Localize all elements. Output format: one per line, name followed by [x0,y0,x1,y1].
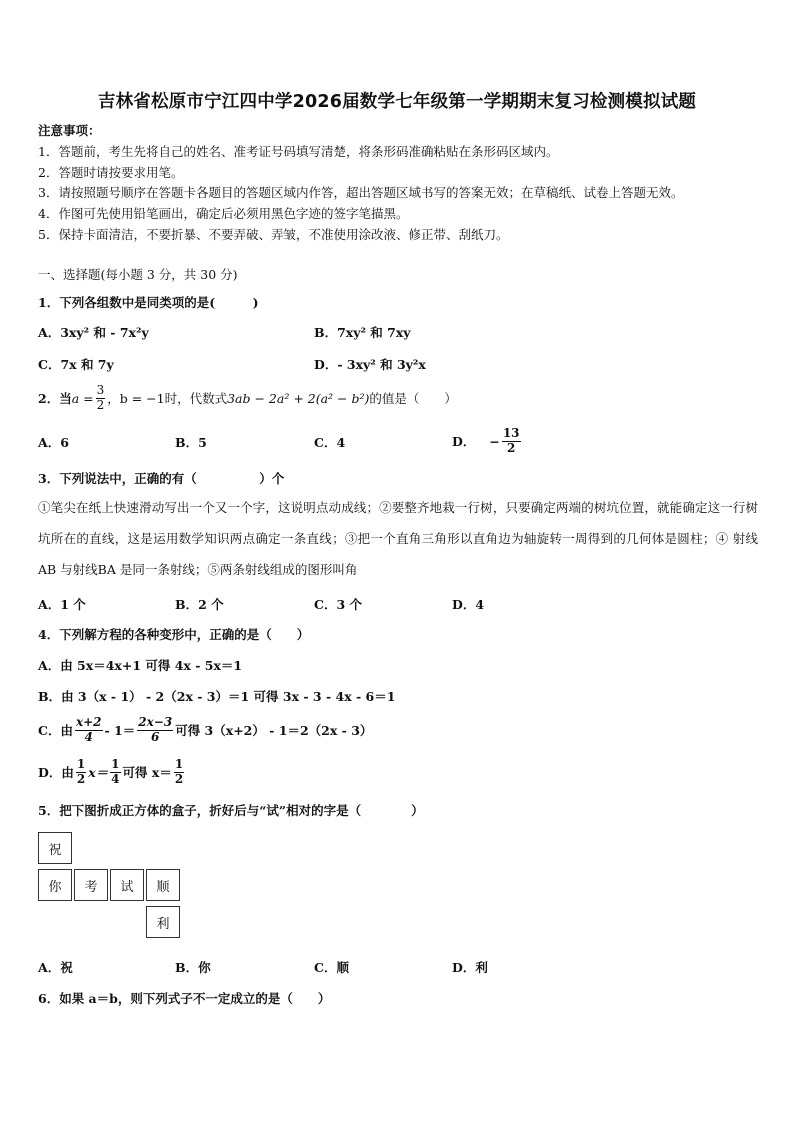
question-4-option-a: A．由 5x＝4x+1 可得 4x - 5x＝1 [38,658,243,673]
fraction-denominator: 2 [96,397,105,412]
fraction-numerator: 3 [96,383,105,398]
notice-item-4: 4．作图可先使用铅笔画出，确定后必须用黑色字迹的签字笔描黑。 [38,206,409,221]
fraction-denominator: 2 [507,440,516,455]
fraction-2 [137,716,173,743]
question-4-option-d [38,752,186,792]
notice-item-2: 2．答题时请按要求用笔。 [38,165,184,180]
fraction-3 [174,758,184,785]
question-3-body: ①笔尖在纸上快速滑动写出一个又一个字，这说明点动成线；②要整齐地栽一行树，只要确定两端的树坑位置，就能确定这一行树坑所在的直线，这是运用数学知识两点确定一条直线；③把一个直角三角形以直角边为轴旋转一周得到的几何体是圆柱；④ 射线 AB 与射线BA 是同一条射线；⑤两条射线组成的图形叫角 [38,500,758,577]
question-2-d-fraction [502,427,521,454]
question-6-stem: 6．如果 a＝b，则下列式子不一定成立的是（ ） [38,991,331,1006]
question-2-b-part: ，b = −1时，代数式 [107,391,228,406]
notice-heading: 注意事项： [38,123,101,138]
net-cell-li: 利 [146,906,180,938]
section-heading: 一、选择题(每小题 3 分，共 30 分) [38,267,238,282]
option-middle: - 1＝ [104,723,136,738]
option-middle-2: 可得 x＝ [122,765,172,780]
question-3-option-a: A．1 个 [38,597,86,612]
page-title: 吉林省松原市宁江四中学2026届数学七年级第一学期期末复习检测模拟试题 [97,92,697,112]
option-middle-1: x＝ [88,765,109,780]
question-1-option-a: A．3xy² 和 - 7x²y [38,325,149,340]
notice-item-5: 5．保持卡面清洁，不要折暴、不要弄破、弄皱，不准使用涂改液、修正带、刮纸刀。 [38,227,509,242]
question-1-option-d: D．- 3xy² 和 3y²x [314,357,426,372]
fraction-numerator: 13 [502,426,520,441]
question-5-option-d: D．利 [452,960,488,975]
question-4-stem: 4．下列解方程的各种变形中，正确的是（ ） [38,627,310,642]
question-2-suffix: 的值是（ ） [369,391,457,406]
fraction-numerator: 1 [111,757,120,772]
question-5-option-c: C．顺 [314,960,349,975]
fraction-numerator: 1 [76,757,86,772]
option-prefix: C．由 [38,723,73,738]
question-2-expression: 3ab − 2a² + 2(a² − b²) [227,390,370,406]
question-3-option-c: C．3 个 [314,597,362,612]
option-prefix: D．由 [38,765,74,780]
question-3-option-d: D．4 [452,597,485,612]
question-1-option-b: B．7xy² 和 7xy [314,325,411,340]
question-2-option-b: B．5 [175,435,207,450]
fraction-denominator: 6 [151,729,160,744]
question-5-option-b: B．你 [175,960,211,975]
question-4-option-b: B．由 3（x - 1） - 2（2x - 3）＝1 可得 3x - 3 - 4x - 6＝1 [38,689,396,704]
question-2-stem [38,381,457,415]
notice-item-1: 1．答题前，考生先将自己的姓名、准考证号码填写清楚，将条形码准确粘贴在条形码区域内。 [38,144,559,159]
option-label: D． [452,434,476,449]
question-1-stem: 1．下列各组数中是同类项的是( ) [38,295,259,310]
question-5-option-a: A．祝 [38,960,73,975]
net-cell-zhu: 祝 [38,832,72,864]
cube-net-diagram [38,832,188,938]
question-2-a-var: a = [71,390,94,406]
question-2-a-fraction [96,384,106,411]
net-cell-shun: 顺 [146,869,180,901]
question-5-stem: 5．把下图折成正方体的盒子，折好后与“试”相对的字是（ ） [38,803,424,818]
question-2-option-a: A．6 [38,435,69,450]
fraction-denominator: 2 [76,771,86,786]
question-3-stem: 3．下列说法中，正确的有（ ）个 [38,471,285,486]
fraction-numerator: 2x−3 [138,715,173,730]
fraction-numerator: x+2 [75,715,102,730]
minus-sign: − [489,433,500,449]
question-2-prefix: 2．当 [38,391,72,406]
fraction-1 [76,758,86,785]
question-2-option-d [452,422,523,460]
question-2-option-c: C．4 [314,435,346,450]
fraction-2 [110,758,120,785]
question-4-option-c [38,710,372,750]
fraction-denominator: 4 [111,771,120,786]
question-3-option-b: B．2 个 [175,597,224,612]
option-suffix: 可得 3（x+2） - 1＝2（2x - 3） [175,723,373,738]
fraction-numerator: 1 [174,757,184,772]
fraction-1 [75,716,103,743]
notice-item-3: 3．请按照题号顺序在答题卡各题目的答题区域内作答，超出答题区域书写的答案无效；在草稿纸、试卷上答题无效。 [38,185,684,200]
net-cell-kao: 考 [74,869,108,901]
fraction-denominator: 4 [84,729,93,744]
net-cell-ni: 你 [38,869,72,901]
net-cell-shi: 试 [110,869,144,901]
fraction-denominator: 2 [174,771,184,786]
question-1-option-c: C．7x 和 7y [38,357,114,372]
